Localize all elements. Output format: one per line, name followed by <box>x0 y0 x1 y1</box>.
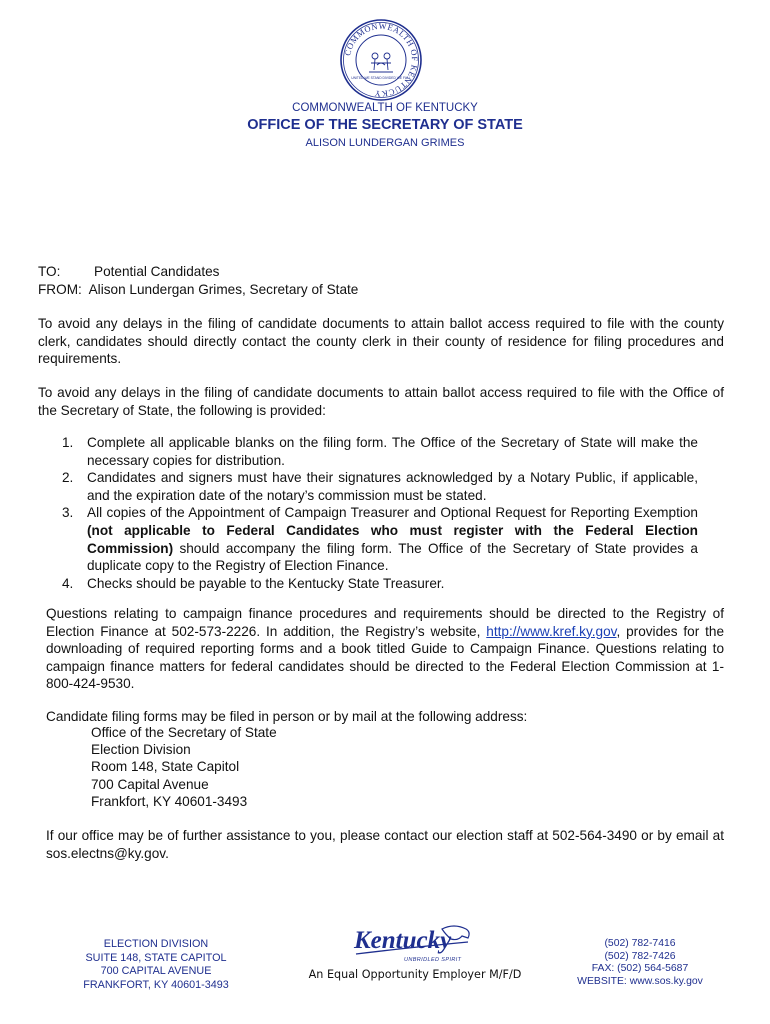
footer-line: ELECTION DIVISION <box>103 938 209 950</box>
paragraph-contact: If our office may be of further assistance to you, please contact our election staff at 502-564-3490 or by email at sos.electns@ky.gov. <box>46 828 724 861</box>
footer-address <box>68 938 244 992</box>
footer-line: FAX: (502) 564-5687 <box>591 963 689 975</box>
memo-from-label: FROM: <box>38 282 82 297</box>
footer-line: (502) 782-7426 <box>604 950 676 962</box>
footer-line: 700 CAPITAL AVENUE <box>100 965 212 978</box>
list-item-text: Complete all applicable blanks on the filing form. The Office of the Secretary of State will make the necessary copies for distribution. <box>87 435 698 468</box>
memo-to-value: Potential Candidates <box>94 264 220 279</box>
header-state: COMMONWEALTH OF KENTUCKY <box>292 102 478 114</box>
list-item-number: 3. <box>62 505 74 521</box>
list-item <box>62 469 698 504</box>
kref-website-link[interactable]: http://www.kref.ky.gov <box>486 623 617 639</box>
paragraph-campaign-finance <box>46 605 724 693</box>
campaign-finance-text: Questions relating to campaign finance procedures and requirements should be directed to the Registry of Election Finance at 502-573-2226. In addition, the Registry’s website, <box>46 606 724 639</box>
logo-tagline: UNBRIDLED SPIRIT <box>404 957 462 963</box>
list-item-bold-note: (not applicable to Federal Candidates who must register with the Federal Election Commission) <box>87 522 698 556</box>
requirements-list <box>62 434 698 592</box>
campaign-finance-text: , provides for the downloading of required reporting forms and a book titled Guide to Campaign Finance. Questions relating to campaign finance matters for federal candidates should be directed to the Federal Election Commission at 1-800-424-9530. <box>46 623 725 691</box>
memo-from-value: Alison Lundergan Grimes, Secretary of State <box>88 282 359 297</box>
address-line: Frankfort, KY 40601-3493 <box>91 793 248 809</box>
address-line: 700 Capital Avenue <box>91 776 209 792</box>
footer-contact <box>560 938 720 988</box>
logo-wordmark: Kentucky <box>354 927 452 954</box>
footer-line: SUITE 148, STATE CAPITOL <box>85 951 227 964</box>
list-item-number: 2. <box>62 470 74 486</box>
equal-opportunity-statement: An Equal Opportunity Employer M/F/D <box>308 968 522 981</box>
footer-line: (502) 782-7416 <box>604 938 676 949</box>
list-item-text: should accompany the filing form. The Office of the Secretary of State provides a duplicate copy to the Registry of Election Finance. <box>87 540 698 574</box>
header-name: ALISON LUNDERGAN GRIMES <box>305 137 465 149</box>
address-line: Office of the Secretary of State <box>91 725 277 740</box>
list-item-text: All copies of the Appointment of Campaign Treasurer and Optional Request for Reporting Exemption <box>87 505 698 521</box>
list-item <box>62 575 698 593</box>
memo-to <box>38 263 219 280</box>
list-item-number: 4. <box>62 575 74 591</box>
list-item <box>62 504 698 574</box>
seal-motto: UNITED WE STAND DIVIDED WE FALL <box>351 76 411 80</box>
memo-to-label: TO: <box>38 264 61 279</box>
paragraph-secretary-of-state: To avoid any delays in the filing of candidate documents to attain ballot access required to file with the Office of the Secretary of State, the following is provided: <box>38 385 724 418</box>
footer-line: FRANKFORT, KY 40601-3493 <box>83 978 229 991</box>
kentucky-logo <box>350 923 475 967</box>
seal-ring-text: COMMONWEALTH OF KENTUCKY <box>343 21 420 99</box>
mailing-address <box>91 724 277 810</box>
address-line: Election Division <box>91 742 191 758</box>
list-item <box>62 434 698 469</box>
header-office: OFFICE OF THE SECRETARY OF STATE <box>247 117 523 133</box>
address-line: Room 148, State Capitol <box>91 759 240 775</box>
list-item-text: Candidates and signers must have their signatures acknowledged by a Notary Public, if applicable, and the expiration date of the notary’s commission must be stated. <box>87 470 698 503</box>
paragraph-filing-address-intro: Candidate filing forms may be filed in person or by mail at the following address: <box>46 709 528 724</box>
list-item-text: Checks should be payable to the Kentucky State Treasurer. <box>87 575 445 591</box>
paragraph-county-clerk: To avoid any delays in the filing of candidate documents to attain ballot access required to file with the county clerk, candidates should directly contact the county clerk in their county of residence for filing procedures and requirements. <box>38 316 724 366</box>
list-item-number: 1. <box>62 435 74 450</box>
footer-line: WEBSITE: www.sos.ky.gov <box>577 975 703 987</box>
state-seal <box>339 18 423 102</box>
memo-from <box>38 281 358 298</box>
